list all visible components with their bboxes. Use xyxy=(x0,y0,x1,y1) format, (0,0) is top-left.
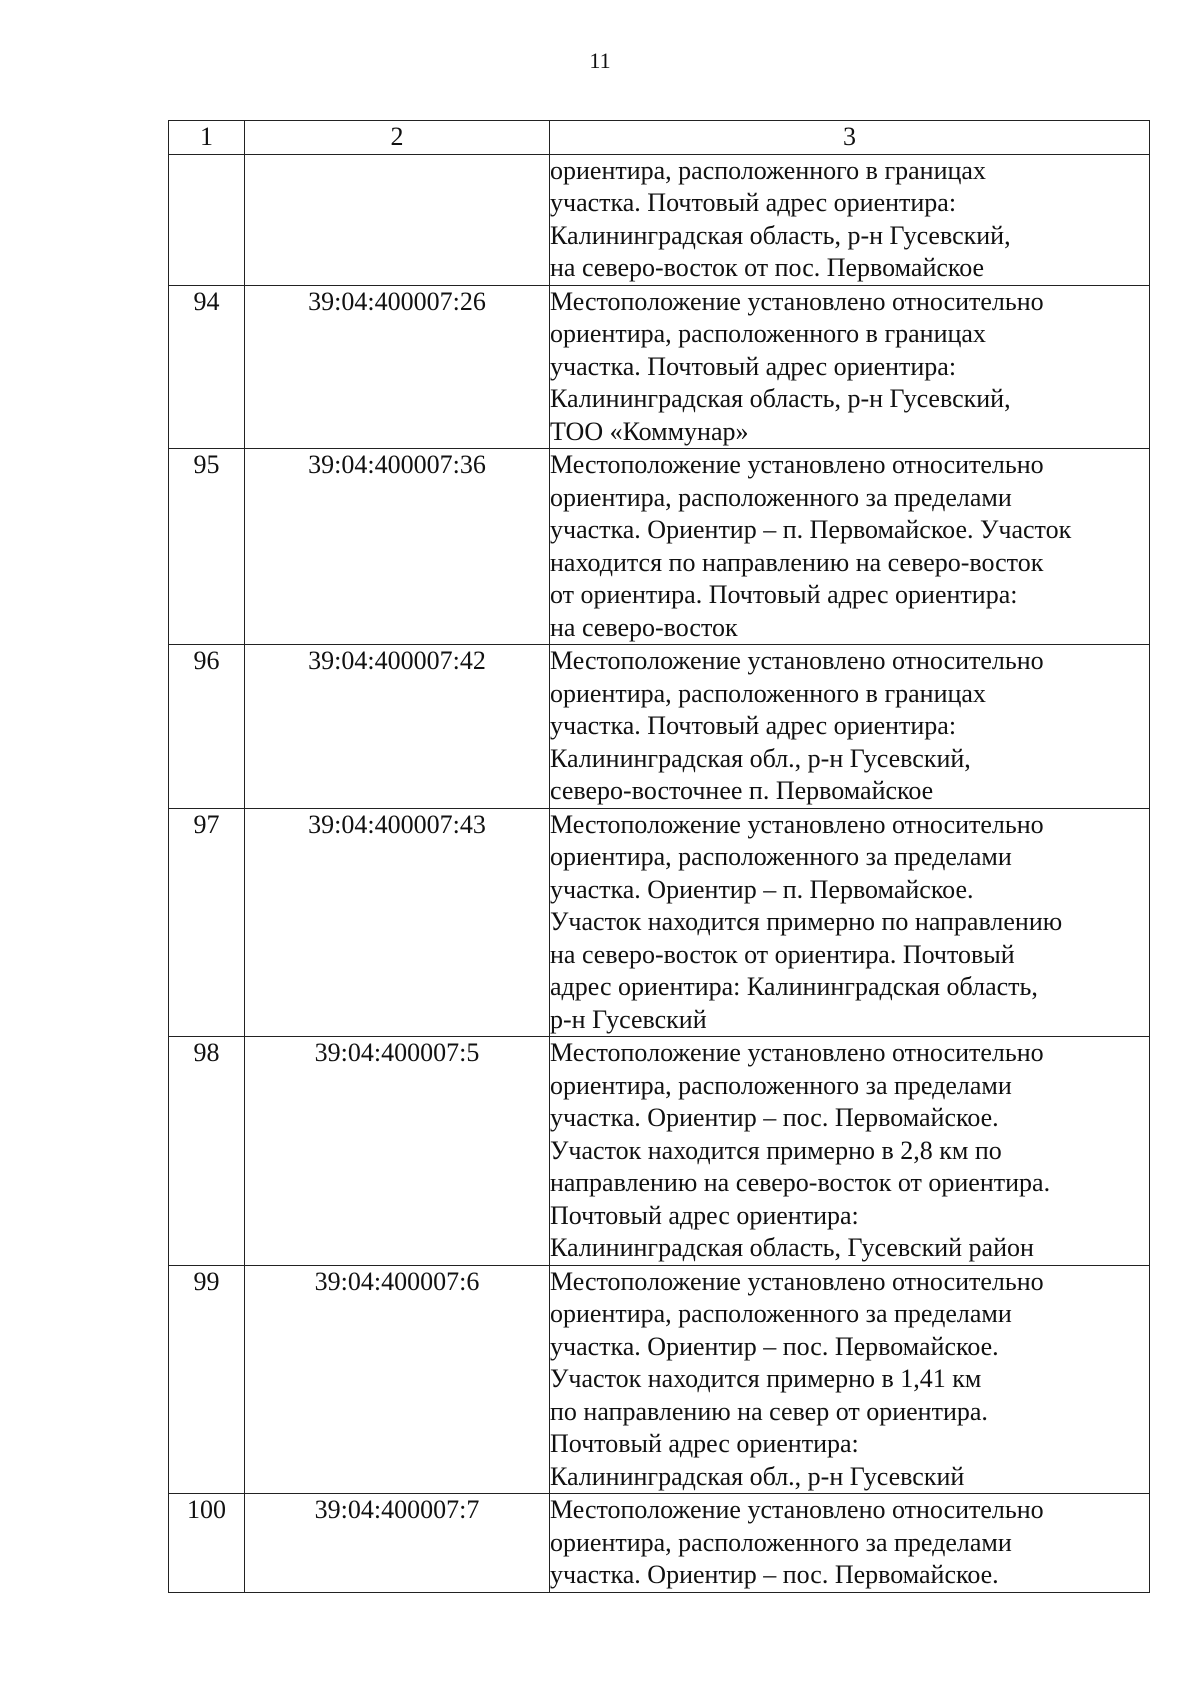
location-description: Местоположение установлено относительно ориентира, расположенного за пределами участка. Ориентир – пос. Первомайское. Участок находится примерно в 2,8 км по направлению на северо-восток от ориентира. Почтовый адрес ориентира: Калининградская область, Гусевский район xyxy=(550,1037,1150,1266)
cadastral-number: 39:04:400007:6 xyxy=(245,1265,550,1494)
page-number: 11 xyxy=(589,48,611,73)
row-number: 96 xyxy=(169,645,245,809)
land-plot-table xyxy=(168,120,1150,1593)
column-header-1: 1 xyxy=(169,121,245,155)
column-header-2: 2 xyxy=(245,121,550,155)
row-number xyxy=(169,154,245,285)
table-header-row xyxy=(169,121,1150,155)
location-description: Местоположение установлено относительно ориентира, расположенного за пределами участка. Ориентир – пос. Первомайское. xyxy=(550,1494,1150,1593)
table-row xyxy=(169,645,1150,809)
cadastral-number: 39:04:400007:36 xyxy=(245,449,550,645)
table-row xyxy=(169,285,1150,449)
cadastral-number xyxy=(245,154,550,285)
column-header-3: 3 xyxy=(550,121,1150,155)
row-number: 94 xyxy=(169,285,245,449)
location-description: Местоположение установлено относительно ориентира, расположенного за пределами участка. Ориентир – пос. Первомайское. Участок находится примерно в 1,41 км по направлению на север от ориентира. Почтовый адрес ориентира: Калининградская обл., р-н Гусевский xyxy=(550,1265,1150,1494)
table-row xyxy=(169,1494,1150,1593)
cadastral-number: 39:04:400007:43 xyxy=(245,808,550,1037)
row-number: 98 xyxy=(169,1037,245,1266)
table-row xyxy=(169,154,1150,285)
table-row xyxy=(169,808,1150,1037)
cadastral-number: 39:04:400007:5 xyxy=(245,1037,550,1266)
row-number: 99 xyxy=(169,1265,245,1494)
location-description: Местоположение установлено относительно ориентира, расположенного в границах участка. Почтовый адрес ориентира: Калининградская область, р-н Гусевский, ТОО «Коммунар» xyxy=(550,285,1150,449)
cadastral-number: 39:04:400007:7 xyxy=(245,1494,550,1593)
cadastral-number: 39:04:400007:42 xyxy=(245,645,550,809)
location-description: Местоположение установлено относительно ориентира, расположенного за пределами участка. Ориентир – п. Первомайское. Участок находится по направлению на северо-восток от ориентира. Почтовый адрес ориентира: на северо-восток xyxy=(550,449,1150,645)
cadastral-number: 39:04:400007:26 xyxy=(245,285,550,449)
row-number: 100 xyxy=(169,1494,245,1593)
location-description: ориентира, расположенного в границах участка. Почтовый адрес ориентира: Калининградская область, р-н Гусевский, на северо-восток от пос. Первомайское xyxy=(550,154,1150,285)
location-description: Местоположение установлено относительно ориентира, расположенного в границах участка. Почтовый адрес ориентира: Калининградская обл., р-н Гусевский, северо-восточнее п. Первомайское xyxy=(550,645,1150,809)
location-description: Местоположение установлено относительно ориентира, расположенного за пределами участка. Ориентир – п. Первомайское. Участок находится примерно по направлению на северо-восток от ориентира. Почтовый адрес ориентира: Калининградская область, р-н Гусевский xyxy=(550,808,1150,1037)
row-number: 97 xyxy=(169,808,245,1037)
row-number: 95 xyxy=(169,449,245,645)
table-row xyxy=(169,449,1150,645)
table-row xyxy=(169,1265,1150,1494)
table-row xyxy=(169,1037,1150,1266)
